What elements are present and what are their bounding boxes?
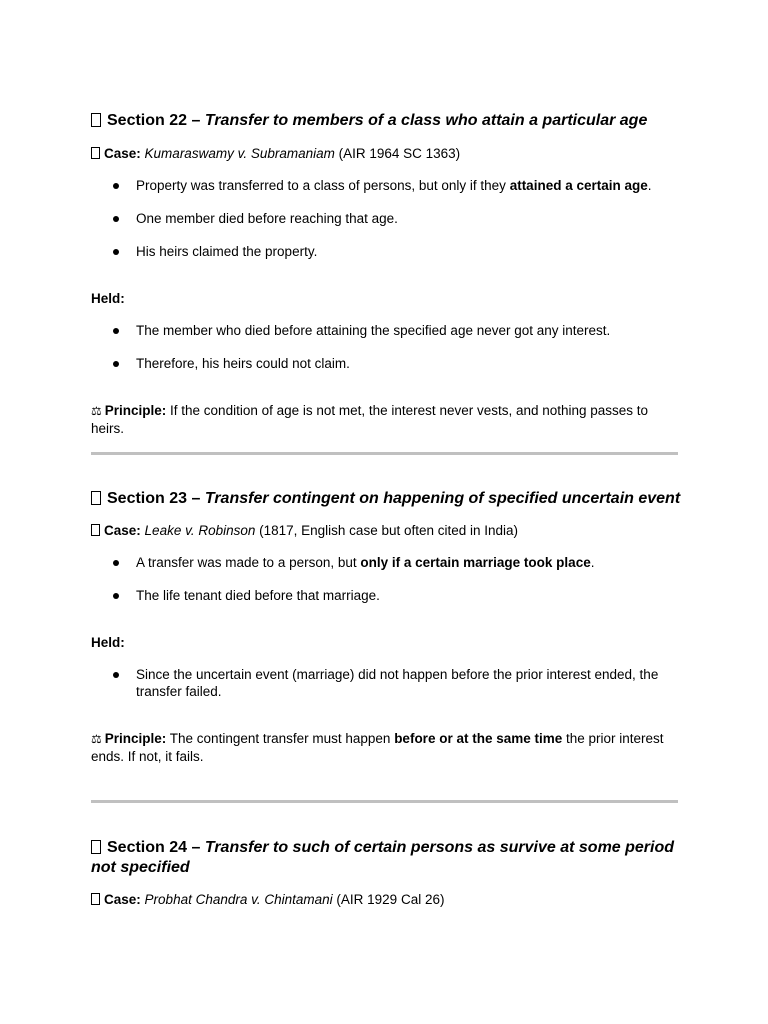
principle-note: ⚖ Principle: The contingent transfer must happen before or at the same time the prior interest ends. If not, it fails. (91, 731, 664, 764)
missing-glyph-icon (91, 491, 101, 505)
principle-note: ⚖ Principle: If the condition of age is not met, the interest never vests, and nothing passes to heirs. (91, 403, 649, 436)
bullet-icon (113, 672, 119, 678)
list-item: The life tenant died before that marriage. (91, 587, 681, 604)
section-divider (91, 800, 678, 803)
list-item: Property was transferred to a class of persons, but only if they attained a certain age. (91, 177, 681, 194)
section-22 (91, 111, 681, 437)
section-23 (91, 489, 681, 765)
section-24 (91, 838, 681, 908)
list-item: A transfer was made to a person, but only if a certain marriage took place. (91, 554, 681, 571)
list-item: Since the uncertain event (marriage) did not happen before the prior interest ended, the transfer failed. (91, 666, 681, 700)
scale-icon: ⚖ (91, 404, 102, 418)
held-label: Held: (91, 291, 125, 306)
section-24-heading: Section 24 – Transfer to such of certain persons as survive at some period not specified (91, 839, 675, 876)
held-list (91, 666, 681, 700)
case-line: Case: Probhat Chandra v. Chintamani (AIR 1929 Cal 26) (91, 891, 681, 908)
held-list (91, 322, 681, 372)
section-divider (91, 452, 678, 455)
scale-icon: ⚖ (91, 732, 102, 746)
section-23-heading: Section 23 – Transfer contingent on happening of specified uncertain event (91, 489, 681, 509)
missing-glyph-icon (91, 524, 100, 536)
missing-glyph-icon (91, 147, 100, 159)
bullet-icon (113, 593, 119, 599)
section-22-heading: Section 22 – Transfer to members of a class who attain a particular age (91, 111, 681, 131)
facts-list (91, 554, 681, 604)
case-line: Case: Kumaraswamy v. Subramaniam (AIR 1964 SC 1363) (91, 145, 681, 162)
missing-glyph-icon (91, 840, 101, 854)
case-line: Case: Leake v. Robinson (1817, English case but often cited in India) (91, 522, 681, 539)
bullet-icon (113, 183, 119, 189)
bullet-icon (113, 328, 119, 334)
list-item: One member died before reaching that age. (91, 210, 681, 227)
bullet-icon (113, 361, 119, 367)
list-item: His heirs claimed the property. (91, 243, 681, 260)
bullet-icon (113, 216, 119, 222)
facts-list (91, 177, 681, 260)
list-item: Therefore, his heirs could not claim. (91, 355, 681, 372)
list-item: The member who died before attaining the specified age never got any interest. (91, 322, 681, 339)
bullet-icon (113, 560, 119, 566)
bullet-icon (113, 249, 119, 255)
held-label: Held: (91, 635, 125, 650)
missing-glyph-icon (91, 893, 100, 905)
missing-glyph-icon (91, 113, 101, 127)
